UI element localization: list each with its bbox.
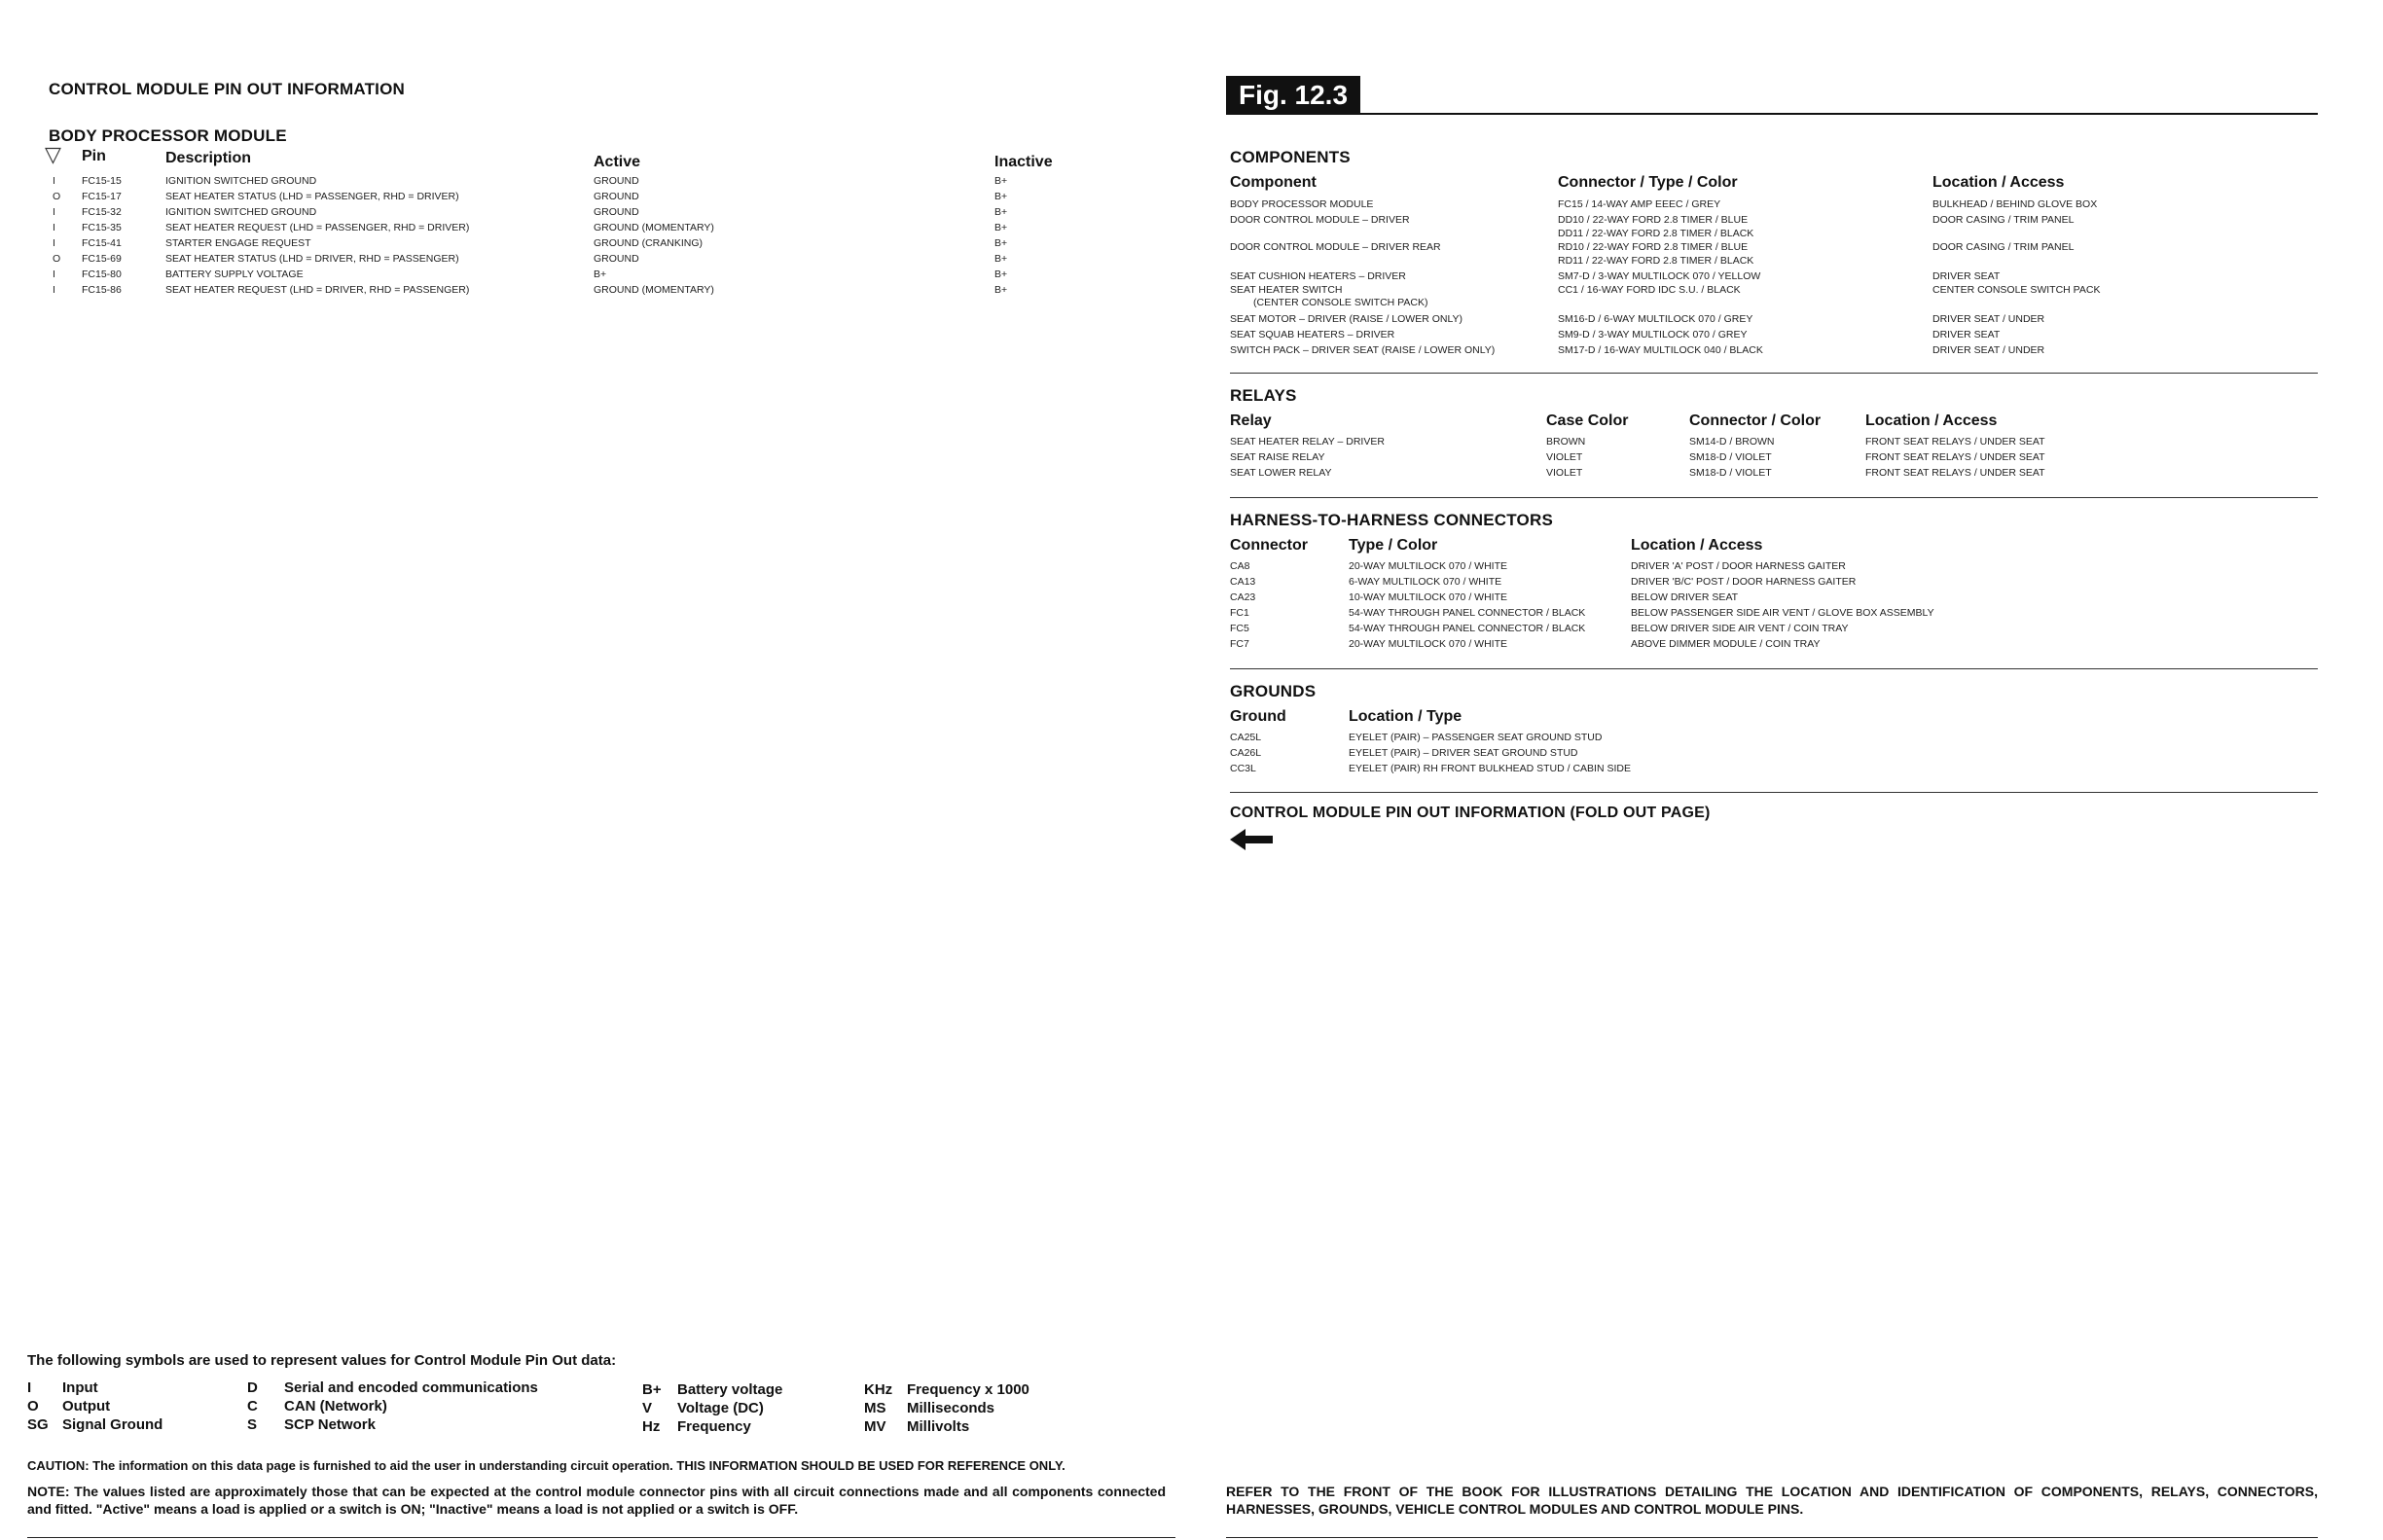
ground-location: EYELET (PAIR) RH FRONT BULKHEAD STUD / CABIN SIDE	[1349, 763, 1631, 774]
harness-connector: CA8	[1230, 560, 1250, 572]
table-row	[1230, 434, 2320, 449]
legend-text: CAN (Network)	[284, 1398, 387, 1415]
table-row	[1230, 730, 2320, 745]
legend-symbol: KHz	[864, 1381, 893, 1398]
legend-symbol: SG	[27, 1416, 49, 1433]
relays-table	[1230, 434, 2320, 483]
legend-symbol: D	[247, 1379, 258, 1396]
harness-location: BELOW PASSENGER SIDE AIR VENT / GLOVE BOX ASSEMBLY	[1631, 607, 1934, 619]
component-name-2: (CENTER CONSOLE SWITCH PACK)	[1253, 297, 1428, 308]
col-header-relay-location: Location / Access	[1865, 412, 1998, 429]
legend-group-2	[247, 1379, 617, 1438]
relay-location: FRONT SEAT RELAYS / UNDER SEAT	[1865, 467, 2045, 479]
pin-active: GROUND (MOMENTARY)	[594, 222, 714, 233]
table-row	[1230, 636, 2320, 652]
relay-case-color: VIOLET	[1546, 451, 1583, 463]
table-row	[1230, 558, 2320, 574]
harness-location: DRIVER 'A' POST / DOOR HARNESS GAITER	[1631, 560, 1846, 572]
harness-type: 6-WAY MULTILOCK 070 / WHITE	[1349, 576, 1502, 588]
relay-connector: SM18-D / VIOLET	[1689, 467, 1772, 479]
table-row	[49, 251, 1168, 267]
col-header-component: Component	[1230, 174, 1317, 191]
table-row	[1230, 197, 2320, 212]
section-divider	[1230, 373, 2318, 374]
pin-inactive: B+	[994, 206, 1008, 218]
component-location: DOOR CASING / TRIM PANEL	[1932, 214, 2075, 226]
triangle-icon: ▽	[45, 142, 61, 166]
col-header-pin: Pin	[82, 148, 106, 164]
harness-connector: CA13	[1230, 576, 1256, 588]
component-connector: FC15 / 14-WAY AMP EEEC / GREY	[1558, 198, 1721, 210]
legend-text: Battery voltage	[677, 1381, 783, 1398]
legend-text: Frequency	[677, 1418, 751, 1435]
harness-connector: FC5	[1230, 623, 1249, 634]
harness-type: 54-WAY THROUGH PANEL CONNECTOR / BLACK	[1349, 623, 1586, 634]
harness-type: 20-WAY MULTILOCK 070 / WHITE	[1349, 560, 1507, 572]
col-header-ground: Ground	[1230, 708, 1286, 725]
arrow-left-icon[interactable]	[1230, 827, 1277, 852]
table-row	[1230, 282, 2320, 309]
component-name: SWITCH PACK – DRIVER SEAT (RAISE / LOWER ONLY)	[1230, 344, 1496, 356]
components-table	[1230, 197, 2320, 362]
legend-symbol: I	[27, 1379, 32, 1396]
legend-group-1	[27, 1379, 241, 1438]
legend-item	[27, 1379, 98, 1396]
relay-location: FRONT SEAT RELAYS / UNDER SEAT	[1865, 451, 2045, 463]
legend-item	[864, 1418, 970, 1435]
pin-id: FC15-69	[82, 253, 122, 265]
component-name: DOOR CONTROL MODULE – DRIVER	[1230, 214, 1410, 226]
section-divider	[1230, 668, 2318, 669]
component-connector-2: DD11 / 22-WAY FORD 2.8 TIMER / BLACK	[1558, 228, 1754, 239]
col-header-case-color: Case Color	[1546, 412, 1629, 429]
pin-active: GROUND	[594, 253, 639, 265]
table-row	[49, 204, 1168, 220]
legend-item	[864, 1381, 1029, 1398]
pin-active: GROUND	[594, 206, 639, 218]
harness-table	[1230, 558, 2320, 656]
pin-id: FC15-86	[82, 284, 122, 296]
legend-text: SCP Network	[284, 1416, 376, 1433]
relays-title: RELAYS	[1230, 386, 1297, 405]
relay-location: FRONT SEAT RELAYS / UNDER SEAT	[1865, 436, 2045, 448]
pin-io: I	[53, 269, 55, 280]
harness-connector: FC7	[1230, 638, 1249, 650]
legend-item	[642, 1400, 764, 1416]
legend-item	[864, 1400, 995, 1416]
grounds-title: GROUNDS	[1230, 682, 1317, 700]
caution-text: CAUTION: The information on this data page is furnished to aid the user in understanding circuit operation. THIS INFORMATION SHOULD BE USED FOR REFERENCE ONLY.	[27, 1458, 1065, 1473]
component-name: BODY PROCESSOR MODULE	[1230, 198, 1374, 210]
col-header-relay-connector: Connector / Color	[1689, 412, 1822, 429]
component-connector: SM7-D / 3-WAY MULTILOCK 070 / YELLOW	[1558, 270, 1761, 282]
pin-io: O	[53, 191, 61, 202]
legend-item	[642, 1381, 783, 1398]
table-row	[1230, 621, 2320, 636]
pin-active: GROUND (MOMENTARY)	[594, 284, 714, 296]
component-connector: DD10 / 22-WAY FORD 2.8 TIMER / BLUE	[1558, 214, 1749, 226]
legend-text: Output	[62, 1398, 111, 1415]
col-header-inactive: Inactive	[994, 154, 1053, 170]
legend-symbol: S	[247, 1416, 258, 1433]
left-bottom-rule	[27, 1537, 1175, 1538]
table-row	[49, 189, 1168, 204]
relay-connector: SM18-D / VIOLET	[1689, 451, 1772, 463]
pin-description: IGNITION SWITCHED GROUND	[165, 175, 317, 187]
section-divider	[1230, 792, 2318, 793]
table-row	[49, 173, 1168, 189]
table-row	[1230, 239, 2320, 270]
pin-io: I	[53, 175, 55, 187]
component-name: SEAT HEATER SWITCH	[1230, 284, 1343, 296]
component-location: DRIVER SEAT	[1932, 270, 2001, 282]
component-location: DRIVER SEAT	[1932, 329, 2001, 340]
pin-io: I	[53, 284, 55, 296]
table-row	[1230, 342, 2320, 358]
legend-symbol: MS	[864, 1400, 886, 1416]
refer-note: REFER TO THE FRONT OF THE BOOK FOR ILLUSTRATIONS DETAILING THE LOCATION AND IDENTIFICATION OF COMPONENTS, RELAYS, CONNECTORS, HARNESSES, GROUNDS, VEHICLE CONTROL MODULES AND CONTROL MODULE PINS.	[1226, 1484, 2318, 1517]
col-header-ground-location: Location / Type	[1349, 708, 1462, 725]
pin-description: SEAT HEATER STATUS (LHD = DRIVER, RHD = PASSENGER)	[165, 253, 459, 265]
ground-id: CA26L	[1230, 747, 1262, 759]
relay-case-color: VIOLET	[1546, 467, 1583, 479]
legend-text: Millivolts	[907, 1418, 970, 1435]
component-location: BULKHEAD / BEHIND GLOVE BOX	[1932, 198, 2098, 210]
ground-location: EYELET (PAIR) – DRIVER SEAT GROUND STUD	[1349, 747, 1578, 759]
harness-location: ABOVE DIMMER MODULE / COIN TRAY	[1631, 638, 1821, 650]
pin-inactive: B+	[994, 175, 1008, 187]
component-connector: SM17-D / 16-WAY MULTILOCK 040 / BLACK	[1558, 344, 1763, 356]
pin-inactive: B+	[994, 222, 1008, 233]
component-name: DOOR CONTROL MODULE – DRIVER REAR	[1230, 241, 1441, 253]
table-row	[1230, 574, 2320, 590]
pin-description: SEAT HEATER STATUS (LHD = PASSENGER, RHD = DRIVER)	[165, 191, 459, 202]
legend-text: Milliseconds	[907, 1400, 995, 1416]
pin-description: SEAT HEATER REQUEST (LHD = DRIVER, RHD = PASSENGER)	[165, 284, 470, 296]
pin-io: I	[53, 222, 55, 233]
right-bottom-rule	[1226, 1537, 2318, 1538]
table-row	[1230, 745, 2320, 761]
pin-inactive: B+	[994, 237, 1008, 249]
pin-inactive: B+	[994, 284, 1008, 296]
col-header-harness-location: Location / Access	[1631, 537, 1763, 554]
page-title: CONTROL MODULE PIN OUT INFORMATION	[49, 80, 405, 98]
harness-connector: CA23	[1230, 591, 1256, 603]
pin-io: O	[53, 253, 61, 265]
component-location: DRIVER SEAT / UNDER	[1932, 313, 2045, 325]
table-row	[1230, 761, 2320, 776]
section-divider	[1230, 497, 2318, 498]
pin-description: BATTERY SUPPLY VOLTAGE	[165, 269, 304, 280]
legend-intro: The following symbols are used to represent values for Control Module Pin Out data:	[27, 1352, 617, 1369]
module-title: BODY PROCESSOR MODULE	[49, 126, 287, 145]
table-row	[49, 220, 1168, 235]
legend-item	[27, 1416, 163, 1433]
col-header-relay: Relay	[1230, 412, 1272, 429]
table-row	[1230, 590, 2320, 605]
relay-name: SEAT RAISE RELAY	[1230, 451, 1325, 463]
harness-type: 10-WAY MULTILOCK 070 / WHITE	[1349, 591, 1507, 603]
legend-group-3	[642, 1381, 837, 1440]
table-row	[1230, 449, 2320, 465]
table-row	[49, 235, 1168, 251]
component-location: CENTER CONSOLE SWITCH PACK	[1932, 284, 2101, 296]
pin-description: IGNITION SWITCHED GROUND	[165, 206, 317, 218]
foldout-link[interactable]: CONTROL MODULE PIN OUT INFORMATION (FOLD OUT PAGE)	[1230, 805, 1711, 821]
pin-description: SEAT HEATER REQUEST (LHD = PASSENGER, RHD = DRIVER)	[165, 222, 470, 233]
pin-io: I	[53, 206, 55, 218]
legend-symbol: MV	[864, 1418, 886, 1435]
pin-inactive: B+	[994, 253, 1008, 265]
pin-io: I	[53, 237, 55, 249]
pin-id: FC15-80	[82, 269, 122, 280]
legend-text: Frequency x 1000	[907, 1381, 1029, 1398]
component-connector: CC1 / 16-WAY FORD IDC S.U. / BLACK	[1558, 284, 1741, 296]
components-title: COMPONENTS	[1230, 148, 1351, 166]
harness-title: HARNESS-TO-HARNESS CONNECTORS	[1230, 511, 1553, 529]
table-row	[1230, 605, 2320, 621]
pin-active: GROUND	[594, 175, 639, 187]
col-header-location-access: Location / Access	[1932, 174, 2065, 191]
col-header-connector-type-color: Connector / Type / Color	[1558, 174, 1738, 191]
legend-item	[642, 1418, 751, 1435]
component-connector: SM9-D / 3-WAY MULTILOCK 070 / GREY	[1558, 329, 1748, 340]
component-name: SEAT CUSHION HEATERS – DRIVER	[1230, 270, 1406, 282]
legend-symbol: V	[642, 1400, 653, 1416]
relay-name: SEAT LOWER RELAY	[1230, 467, 1332, 479]
legend-symbol: C	[247, 1398, 258, 1415]
component-connector-2: RD11 / 22-WAY FORD 2.8 TIMER / BLACK	[1558, 255, 1754, 267]
table-row	[1230, 327, 2320, 342]
ground-id: CC3L	[1230, 763, 1256, 774]
legend-group-4	[864, 1381, 1078, 1440]
component-connector: RD10 / 22-WAY FORD 2.8 TIMER / BLUE	[1558, 241, 1749, 253]
legend-symbol: O	[27, 1398, 39, 1415]
pin-inactive: B+	[994, 191, 1008, 202]
legend-item	[247, 1416, 376, 1433]
pin-id: FC15-35	[82, 222, 122, 233]
component-location: DRIVER SEAT / UNDER	[1932, 344, 2045, 356]
harness-connector: FC1	[1230, 607, 1249, 619]
legend-text: Serial and encoded communications	[284, 1379, 538, 1396]
pin-inactive: B+	[994, 269, 1008, 280]
harness-location: BELOW DRIVER SEAT	[1631, 591, 1739, 603]
relay-name: SEAT HEATER RELAY – DRIVER	[1230, 436, 1385, 448]
table-row	[49, 267, 1168, 282]
table-row	[49, 282, 1168, 298]
col-header-description: Description	[165, 150, 252, 166]
harness-location: DRIVER 'B/C' POST / DOOR HARNESS GAITER	[1631, 576, 1857, 588]
col-header-active: Active	[594, 154, 641, 170]
harness-type: 54-WAY THROUGH PANEL CONNECTOR / BLACK	[1349, 607, 1586, 619]
legend-text: Voltage (DC)	[677, 1400, 764, 1416]
table-row	[1230, 311, 2320, 327]
ground-id: CA25L	[1230, 732, 1262, 743]
legend-symbol: Hz	[642, 1418, 661, 1435]
table-row	[1230, 465, 2320, 481]
pin-active: GROUND	[594, 191, 639, 202]
relay-case-color: BROWN	[1546, 436, 1586, 448]
col-header-harness-connector: Connector	[1230, 537, 1308, 554]
pin-table	[49, 173, 1168, 304]
pin-id: FC15-15	[82, 175, 122, 187]
pin-active: GROUND (CRANKING)	[594, 237, 703, 249]
pin-active: B+	[594, 269, 607, 280]
component-name: SEAT MOTOR – DRIVER (RAISE / LOWER ONLY)	[1230, 313, 1463, 325]
legend-item	[247, 1379, 538, 1396]
legend-text: Input	[62, 1379, 98, 1396]
col-header-harness-type: Type / Color	[1349, 537, 1438, 554]
legend-item	[27, 1398, 111, 1415]
harness-type: 20-WAY MULTILOCK 070 / WHITE	[1349, 638, 1507, 650]
grounds-table	[1230, 730, 2320, 778]
legend-symbol: B+	[642, 1381, 662, 1398]
pin-id: FC15-17	[82, 191, 122, 202]
component-location: DOOR CASING / TRIM PANEL	[1932, 241, 2075, 253]
pin-description: STARTER ENGAGE REQUEST	[165, 237, 311, 249]
ground-location: EYELET (PAIR) – PASSENGER SEAT GROUND STUD	[1349, 732, 1603, 743]
harness-location: BELOW DRIVER SIDE AIR VENT / COIN TRAY	[1631, 623, 1849, 634]
pin-id: FC15-32	[82, 206, 122, 218]
pin-id: FC15-41	[82, 237, 122, 249]
component-connector: SM16-D / 6-WAY MULTILOCK 070 / GREY	[1558, 313, 1753, 325]
component-name: SEAT SQUAB HEATERS – DRIVER	[1230, 329, 1395, 340]
figure-label: Fig. 12.3	[1226, 76, 1360, 115]
legend-text: Signal Ground	[62, 1416, 163, 1433]
figure-rule	[1360, 113, 2318, 115]
legend-item	[247, 1398, 387, 1415]
note-text: NOTE: The values listed are approximately those that can be expected at the control module connector pins with all circuit connections made and all components connected and fitted. "Active" means a load is applied or a switch is ON; "Inactive" means a load is not applied or a switch is OFF.	[27, 1484, 1166, 1517]
relay-connector: SM14-D / BROWN	[1689, 436, 1775, 448]
